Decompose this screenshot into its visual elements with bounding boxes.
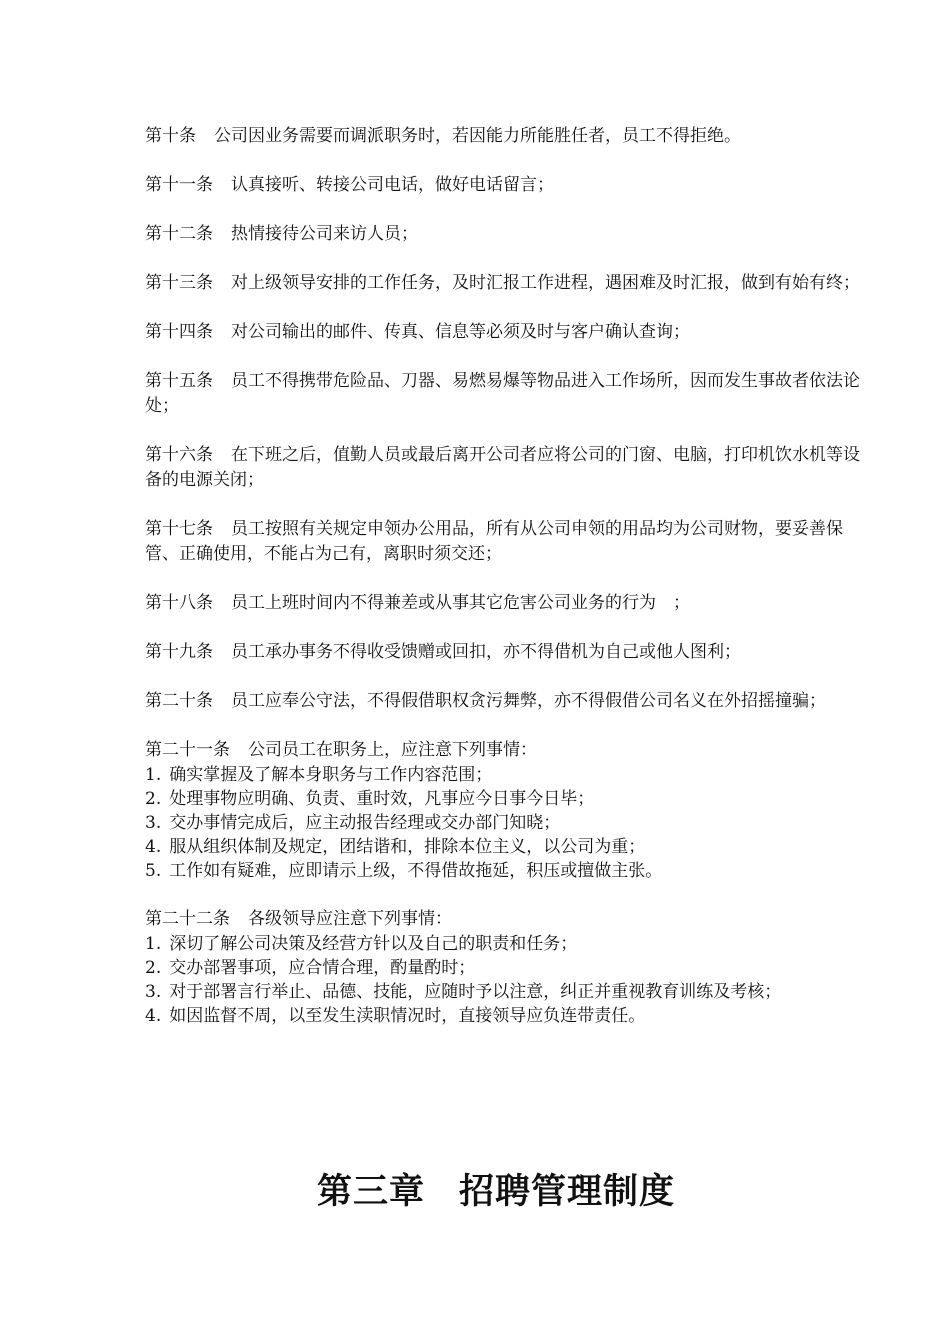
list-item [145,811,860,835]
article-number: 第十七条 [145,519,213,539]
article-number: 第十九条 [145,642,213,662]
article-number: 第二十条 [145,691,213,711]
list-text: 服从组织体制及规定，团结谐和，排除本位主义，以公司为重； [169,837,646,857]
list-index: 1. [145,934,162,954]
list-index: 2. [145,958,162,978]
list-text: 交办事情完成后，应主动报告经理或交办部门知晓； [169,813,561,833]
article-14 [145,320,860,345]
article-number: 第十一条 [145,175,213,195]
article-text: 热情接待公司来访人员； [231,224,418,244]
article-text: 公司因业务需要而调派职务时，若因能力所能胜任者，员工不得拒绝。 [214,126,741,146]
article-text: 在下班之后，值勤人员或最后离开公司者应将公司的门窗、电脑，打印机饮水机等设备的电源关闭； [145,445,860,490]
list-item [145,787,860,811]
article-number: 第十二条 [145,224,213,244]
article-20 [145,689,860,714]
article-11 [145,173,860,198]
article-22-list [145,932,860,1028]
article-21-list [145,763,860,883]
article-12 [145,222,860,247]
article-10 [145,124,860,149]
article-number: 第十八条 [145,593,213,613]
list-item [145,859,860,883]
chapter-number: 第三章 [316,1171,425,1213]
list-index: 1. [145,765,162,785]
article-19 [145,640,860,665]
list-index: 3. [145,982,162,1002]
list-text: 对于部署言行举止、品德、技能，应随时予以注意，纠正并重视教育训练及考核； [169,982,782,1002]
list-text: 交办部署事项，应合情合理，酌量酌时； [169,958,476,978]
article-18 [145,591,860,616]
list-item [145,1004,860,1028]
list-item [145,835,860,859]
article-13 [145,271,860,296]
list-text: 确实掌握及了解本身职务与工作内容范围； [169,765,493,785]
list-item [145,980,860,1004]
article-text: 公司员工在职务上，应注意下列事情： [248,740,537,760]
article-22 [145,907,860,1028]
article-17 [145,517,860,567]
list-text: 处理事物应明确、负责、重时效，凡事应今日事今日毕； [169,789,595,809]
article-number: 第二十一条 [145,740,230,760]
document-body [145,124,860,1052]
list-item [145,956,860,980]
article-text: 员工上班时间内不得兼差或从事其它危害公司业务的行为 ； [231,593,690,613]
article-number: 第十五条 [145,371,213,391]
chapter-title: 招聘管理制度 [459,1171,676,1213]
article-number: 第十三条 [145,273,213,293]
article-heading [145,738,860,763]
article-text: 员工按照有关规定申领办公用品，所有从公司申领的用品均为公司财物，要妥善保管、正确使用，不能占为己有，离职时须交还； [145,519,843,564]
article-16 [145,443,860,493]
article-text: 对公司输出的邮件、传真、信息等必须及时与客户确认查询； [231,322,690,342]
list-text: 如因监督不周，以至发生渎职情况时，直接领导应负连带责任。 [169,1006,646,1026]
list-index: 4. [145,1006,162,1026]
article-21 [145,738,860,883]
article-number: 第十六条 [145,445,213,465]
list-text: 深切了解公司决策及经营方针以及自己的职责和任务； [169,934,578,954]
list-item [145,932,860,956]
list-index: 2. [145,789,162,809]
article-text: 对上级领导安排的工作任务，及时汇报工作进程，遇困难及时汇报，做到有始有终； [231,273,860,293]
article-number: 第十四条 [145,322,213,342]
chapter-heading [0,1168,950,1216]
article-text: 各级领导应注意下列事情： [248,909,452,929]
article-text: 认真接听、转接公司电话，做好电话留言； [231,175,554,195]
article-text: 员工承办事务不得收受馈赠或回扣，亦不得借机为自己或他人图利； [231,642,741,662]
list-index: 4. [145,837,162,857]
list-text: 工作如有疑难，应即请示上级，不得借故拖延，积压或擅做主张。 [169,861,663,881]
article-number: 第二十二条 [145,909,230,929]
list-index: 5. [145,861,162,881]
article-text: 员工不得携带危险品、刀器、易燃易爆等物品进入工作场所，因而发生事故者依法论处； [145,371,860,416]
article-text: 员工应奉公守法，不得假借职权贪污舞弊，亦不得假借公司名义在外招摇撞骗； [231,691,826,711]
list-item [145,763,860,787]
article-number: 第十条 [145,126,196,146]
article-heading [145,907,860,932]
article-15 [145,369,860,419]
list-index: 3. [145,813,162,833]
